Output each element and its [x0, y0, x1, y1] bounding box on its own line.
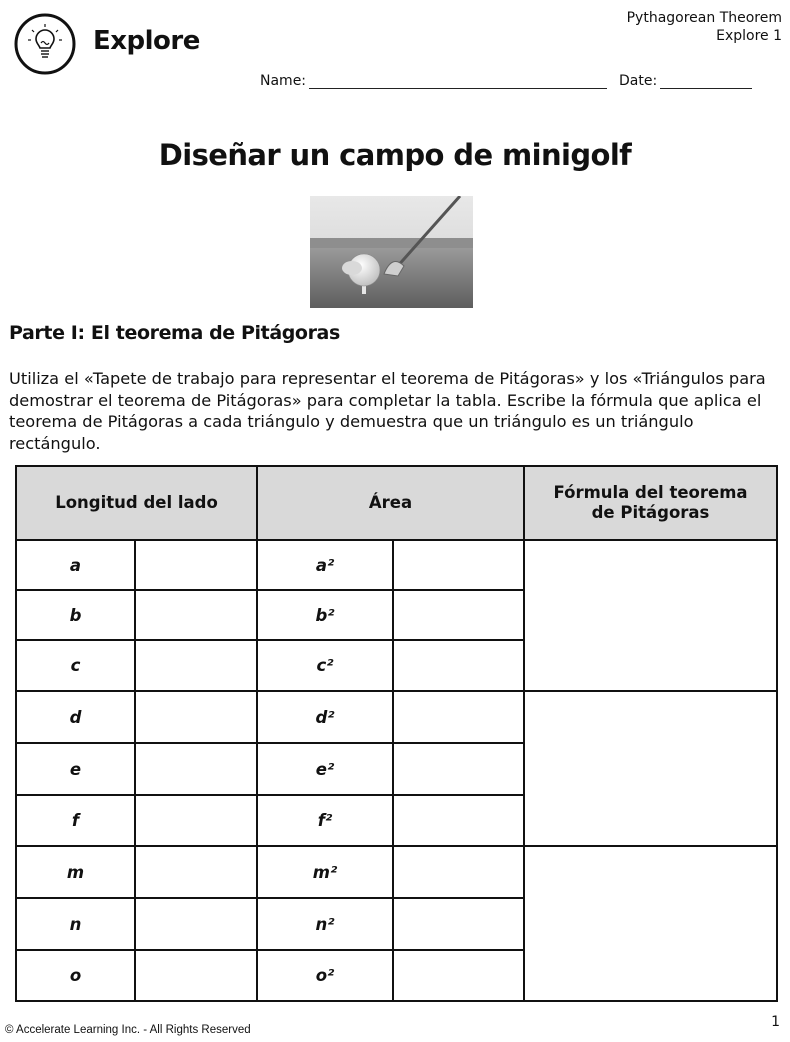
- formula-answer-cell[interactable]: [524, 691, 777, 846]
- area-label: f²: [257, 795, 393, 846]
- area-answer-cell[interactable]: [393, 846, 524, 898]
- area-label: d²: [257, 691, 393, 743]
- area-answer-cell[interactable]: [393, 898, 524, 950]
- area-answer-cell[interactable]: [393, 691, 524, 743]
- side-answer-cell[interactable]: [135, 898, 257, 950]
- area-label: n²: [257, 898, 393, 950]
- section-heading: Parte I: El teorema de Pitágoras: [9, 322, 340, 344]
- area-answer-cell[interactable]: [393, 950, 524, 1001]
- side-label: c: [16, 640, 135, 691]
- page-title: Diseñar un campo de minigolf: [158, 138, 632, 172]
- side-label: n: [16, 898, 135, 950]
- section-label: Explore: [93, 26, 200, 56]
- course-title: Pythagorean Theorem: [626, 10, 782, 26]
- table-row: [16, 691, 777, 743]
- lightbulb-icon: [14, 13, 76, 75]
- table-header-row: [16, 466, 777, 540]
- instructions: Utiliza el «Tapete de trabajo para representar el teorema de Pitágoras» y los «Triángulos para demostrar el teorema de Pitágoras» para completar la tabla. Escribe la fórmula que aplica el teorema de Pitágoras a cada triángulo y demuestra que un triángulo es un triángulo rectángulo.: [9, 369, 766, 453]
- area-answer-cell[interactable]: [393, 743, 524, 795]
- header-formula: Fórmula del teorema de Pitágoras: [524, 466, 777, 540]
- side-answer-cell[interactable]: [135, 640, 257, 691]
- side-answer-cell[interactable]: [135, 846, 257, 898]
- area-label: a²: [257, 540, 393, 590]
- course-subtitle: Explore 1: [716, 28, 782, 44]
- date-label: Date:: [619, 73, 658, 89]
- side-label: o: [16, 950, 135, 1001]
- side-answer-cell[interactable]: [135, 795, 257, 846]
- table-row: [16, 540, 777, 590]
- side-label: a: [16, 540, 135, 590]
- side-answer-cell[interactable]: [135, 950, 257, 1001]
- table-row: [16, 846, 777, 898]
- side-label: f: [16, 795, 135, 846]
- area-label: c²: [257, 640, 393, 691]
- side-label: b: [16, 590, 135, 640]
- side-label: m: [16, 846, 135, 898]
- formula-answer-cell[interactable]: [524, 540, 777, 691]
- date-field[interactable]: [660, 88, 752, 89]
- name-label: Name:: [260, 73, 307, 89]
- area-answer-cell[interactable]: [393, 540, 524, 590]
- course-info: [627, 9, 782, 45]
- golf-ball-photo: [310, 196, 473, 308]
- area-label: b²: [257, 590, 393, 640]
- side-answer-cell[interactable]: [135, 691, 257, 743]
- formula-answer-cell[interactable]: [524, 846, 777, 1001]
- area-label: o²: [257, 950, 393, 1001]
- name-field[interactable]: [309, 88, 607, 89]
- side-answer-cell[interactable]: [135, 743, 257, 795]
- area-label: m²: [257, 846, 393, 898]
- side-answer-cell[interactable]: [135, 540, 257, 590]
- side-label: d: [16, 691, 135, 743]
- copyright-notice: © Accelerate Learning Inc. - All Rights Reserved: [5, 1024, 251, 1036]
- area-answer-cell[interactable]: [393, 795, 524, 846]
- area-answer-cell[interactable]: [393, 590, 524, 640]
- area-label: e²: [257, 743, 393, 795]
- data-table: [15, 465, 778, 1002]
- side-answer-cell[interactable]: [135, 590, 257, 640]
- header-side-length: Longitud del lado: [16, 466, 257, 540]
- header-area: Área: [257, 466, 524, 540]
- side-label: e: [16, 743, 135, 795]
- page-number: 1: [771, 1014, 780, 1030]
- area-answer-cell[interactable]: [393, 640, 524, 691]
